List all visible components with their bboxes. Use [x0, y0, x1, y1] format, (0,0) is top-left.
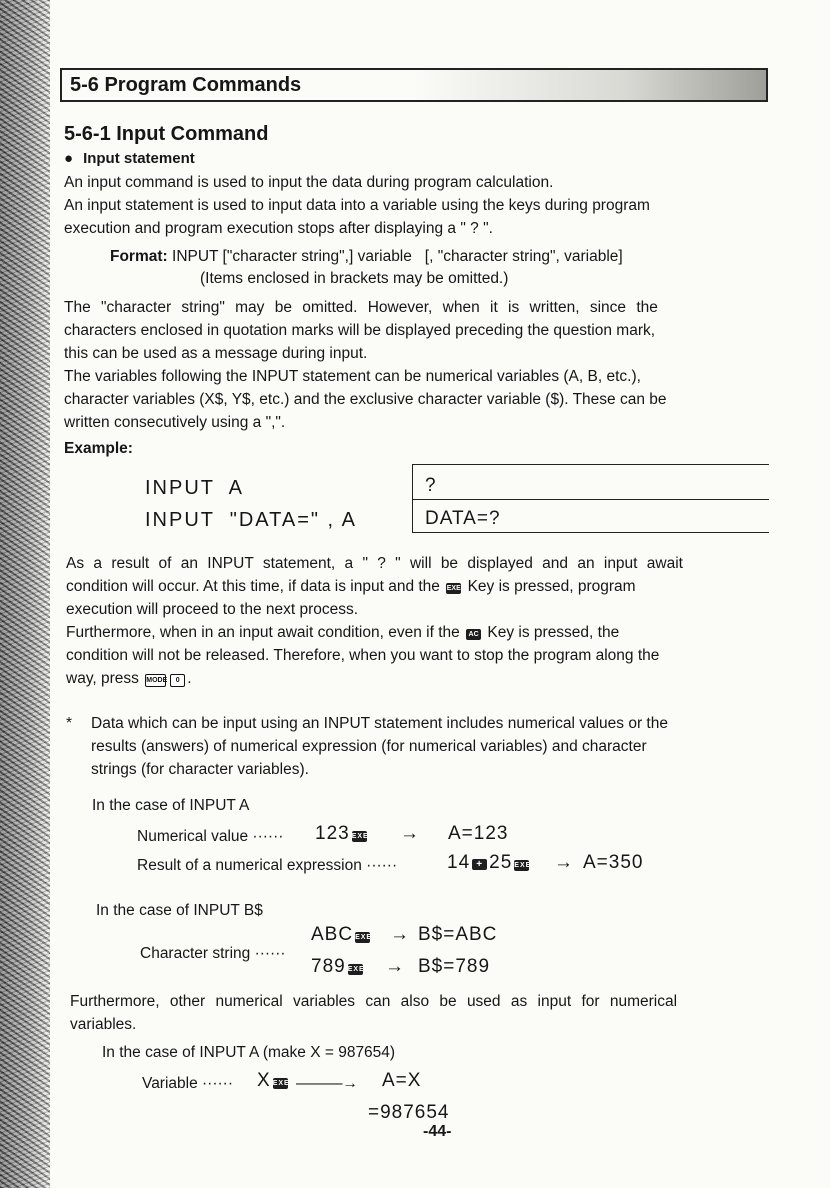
paragraph-line: Furthermore, when in an input await condition, even if the AC Key is pressed, the: [66, 624, 620, 641]
note-line: strings (for character variables).: [91, 761, 309, 778]
intro-line: An input command is used to input the data during program calculation.: [64, 174, 554, 191]
arrow-icon: →: [400, 823, 420, 844]
case-a-row2-label: Result of a numerical expression ······: [137, 857, 398, 874]
bullet-icon: ●: [64, 150, 74, 167]
case-c-result: A=X: [382, 1070, 422, 1091]
exe-key-icon: EXE: [347, 966, 365, 973]
exe-key-icon: EXE: [446, 585, 461, 592]
header-title: 5-6 Program Commands: [70, 74, 302, 96]
case-a-row1-result: A=123: [448, 823, 509, 844]
paragraph-line: As a result of an INPUT statement, a " ? " will be displayed and an input await: [66, 555, 683, 572]
zero-key-icon: 0: [170, 674, 185, 687]
paragraph-line: Furthermore, other numerical variables can also be used as input for numerical: [70, 993, 678, 1010]
display-line: ?: [425, 475, 437, 496]
exe-key-icon: EXE: [514, 862, 532, 869]
case-b-heading: In the case of INPUT B$: [96, 902, 263, 919]
section-header: [60, 68, 768, 102]
case-b-label: Character string ······: [140, 945, 286, 962]
paragraph-2: [66, 552, 683, 690]
case-c-result-value: =987654: [368, 1102, 450, 1123]
paragraph-line: way, press MODE 0 .: [66, 670, 192, 687]
case-c-heading: In the case of INPUT A (make X = 987654): [102, 1044, 396, 1061]
section-title: 5-6-1 Input Command: [64, 123, 269, 145]
plus-key-icon: +: [472, 859, 487, 870]
paragraph-1: [64, 296, 667, 434]
exe-key-icon: EXE: [272, 1080, 290, 1087]
arrow-icon: →: [554, 852, 574, 873]
subsection-heading: [64, 150, 195, 167]
format-line: [110, 245, 623, 268]
note-paragraph: [91, 712, 668, 781]
case-a-row1-label: Numerical value ······: [137, 828, 284, 845]
note-asterisk: *: [66, 715, 73, 732]
example-label: Example:: [64, 440, 133, 457]
arrow-icon: →: [390, 924, 410, 945]
case-b-row2-input: 789 EXE: [311, 956, 365, 977]
case-b-row1-result: B$=ABC: [418, 924, 498, 945]
paragraph-line: characters enclosed in quotation marks will be displayed preceding the question mark,: [64, 322, 656, 339]
paragraph-line: The "character string" may be omitted. However, when it is written, since the: [64, 299, 658, 316]
paragraph-line: variables.: [70, 1016, 137, 1033]
arrow-icon: →: [385, 956, 405, 977]
case-b-row2-result: B$=789: [418, 956, 491, 977]
paragraph-line: this can be used as a message during input.: [64, 345, 368, 362]
format-text: INPUT ["character string",] variable [, "character string", variable]: [172, 248, 623, 265]
display-line: DATA=?: [425, 508, 501, 529]
paragraph-3: [70, 990, 677, 1036]
case-b-row1-input: ABC EXE: [311, 924, 373, 945]
case-a-row2-input: 14 + 25 EXE: [447, 852, 532, 873]
paragraph-line: character variables (X$, Y$, etc.) and the exclusive character variable ($). These can be: [64, 391, 667, 408]
intro-line: An input statement is used to input data into a variable using the keys during program: [64, 197, 650, 214]
page-number: -44-: [423, 1123, 452, 1140]
exe-key-icon: EXE: [355, 934, 373, 941]
exe-key-icon: EXE: [351, 833, 369, 840]
paragraph-line: written consecutively using a ",".: [64, 414, 286, 431]
case-a-row1-input: 123 EXE: [315, 823, 369, 844]
paragraph-line: condition will occur. At this time, if data is input and the EXE Key is pressed, program: [66, 578, 636, 595]
long-arrow-icon: ———→: [296, 1075, 358, 1092]
scanned-page-edge: [0, 0, 50, 1188]
example-program-line: INPUT "DATA=" , A: [145, 509, 357, 531]
note-line: results (answers) of numerical expression (for numerical variables) and character: [91, 738, 647, 755]
intro-line: execution and program execution stops after displaying a " ? ".: [64, 220, 493, 237]
mode-key-icon: MODE: [145, 674, 166, 687]
paragraph-line: condition will not be released. Therefore, when you want to stop the program along the: [66, 647, 660, 664]
case-c-label: Variable ······: [142, 1075, 233, 1092]
ac-key-icon: AC: [466, 629, 481, 640]
format-label: Format:: [110, 248, 168, 265]
case-a-row2-result: A=350: [583, 852, 644, 873]
case-c-input: X EXE: [257, 1070, 290, 1091]
paragraph-line: The variables following the INPUT statement can be numerical variables (A, B, etc.),: [64, 368, 641, 385]
intro-paragraph: [64, 171, 650, 240]
note-line: Data which can be input using an INPUT statement includes numerical values or the: [91, 715, 668, 732]
example-program-line: INPUT A: [145, 477, 244, 499]
format-note: (Items enclosed in brackets may be omitted.): [200, 270, 509, 287]
case-a-heading: In the case of INPUT A: [92, 797, 250, 814]
paragraph-line: execution will proceed to the next process.: [66, 601, 359, 618]
subsection-title: Input statement: [83, 150, 195, 167]
